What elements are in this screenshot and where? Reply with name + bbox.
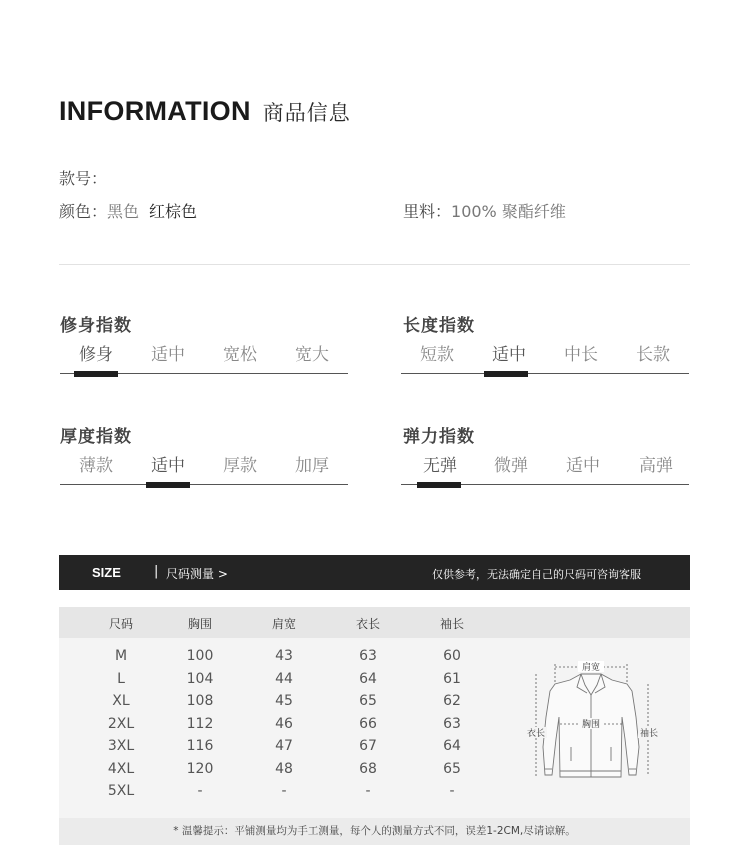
measurement-cell: 45: [275, 693, 293, 709]
lining-row: [403, 199, 566, 222]
size-header-bar: [59, 555, 690, 590]
scale-option: 微弹: [494, 456, 528, 476]
scale-line: [60, 484, 348, 485]
measurement-cell: 47: [275, 738, 293, 754]
scale-title: 厚度指数: [60, 427, 132, 447]
scale-option: 短款: [420, 345, 454, 365]
measurement-cell: 62: [443, 693, 461, 709]
measurement-cell: 64: [359, 670, 377, 687]
scale-thickness: [60, 422, 348, 488]
scale-option: 适中: [492, 345, 526, 365]
scale-elasticity: [401, 422, 689, 488]
measurement-cell: -: [365, 783, 371, 799]
diagram-sleeve-label: 袖长: [639, 729, 659, 739]
measurement-cell: 48: [275, 760, 293, 777]
scale-title: 长度指数: [403, 316, 475, 336]
diagram-shoulder-label: 肩宽: [581, 663, 601, 673]
scale-indicator: [74, 371, 118, 377]
size-measure-link[interactable]: 尺码测量 >: [166, 567, 228, 581]
scale-indicator: [417, 482, 461, 488]
color-row: [59, 199, 197, 222]
size-label: SIZE: [92, 565, 121, 580]
scale-option: 适中: [566, 456, 600, 476]
measurement-cell: 120: [186, 760, 214, 777]
size-cell: XL: [112, 693, 130, 709]
measurement-cell: 108: [186, 693, 214, 709]
measurement-cell: 46: [275, 715, 293, 732]
table-header-cell: 尺码: [108, 617, 133, 631]
divider: [59, 264, 690, 265]
measurement-cell: -: [197, 783, 203, 799]
size-cell: 5XL: [107, 783, 135, 799]
measurement-cell: 65: [359, 693, 377, 709]
scale-option: 加厚: [295, 456, 329, 476]
size-cell: 3XL: [107, 738, 135, 754]
size-cell: M: [114, 648, 128, 664]
measurement-cell: 64: [443, 738, 461, 754]
table-header-cell: 衣长: [355, 617, 380, 631]
section-title: [59, 96, 351, 127]
style-number-row: [59, 166, 107, 189]
scale-indicator: [484, 371, 528, 377]
measurement-cell: 66: [359, 715, 377, 732]
size-note: 仅供参考，无法确定自己的尺码可咨询客服: [432, 568, 641, 581]
style-number-label: 款号：: [59, 169, 108, 188]
measurement-cell: 68: [359, 760, 377, 777]
measurement-tip: * 温馨提示：平铺测量均为手工测量，每个人的测量方式不同，误差1-2CM,尽请谅解。: [59, 818, 690, 845]
measurement-cell: 44: [275, 670, 293, 687]
scale-length: [401, 311, 689, 377]
scale-option: 适中: [151, 456, 185, 476]
scale-option: 长款: [636, 345, 670, 365]
scale-title: 修身指数: [60, 316, 132, 336]
size-cell: 2XL: [107, 715, 135, 732]
lining-label: 里料：: [403, 202, 452, 221]
size-cell: 4XL: [107, 760, 135, 777]
measurement-cell: 61: [443, 670, 461, 687]
scale-option: 无弹: [423, 456, 457, 476]
table-header-cell: 肩宽: [271, 617, 296, 631]
scale-option: 修身: [79, 345, 113, 365]
measurement-cell: 112: [186, 715, 214, 732]
scale-option: 适中: [151, 345, 185, 365]
scale-option: 宽松: [223, 345, 257, 365]
measurement-cell: 60: [443, 648, 461, 664]
scale-fit: [60, 311, 348, 377]
color-option-reddish-brown: 红棕色: [149, 202, 198, 221]
measurement-cell: 116: [186, 738, 214, 754]
table-header-cell: 袖长: [439, 617, 464, 631]
measurement-cell: -: [281, 783, 287, 799]
size-cell: L: [117, 670, 125, 687]
jacket-measurement-diagram: [521, 657, 665, 792]
title-english: INFORMATION: [59, 96, 251, 126]
measurement-cell: 43: [275, 648, 293, 664]
color-label: 颜色：: [59, 202, 108, 221]
scale-option: 高弹: [639, 456, 673, 476]
measurement-cell: 63: [443, 715, 461, 732]
scale-option: 薄款: [79, 456, 113, 476]
lining-value: 100% 聚酯纤维: [451, 202, 566, 221]
scale-line: [401, 373, 689, 374]
measurement-cell: 104: [186, 670, 214, 687]
table-header-cell: 胸围: [187, 617, 212, 631]
diagram-chest-label: 胸围: [581, 720, 601, 730]
scale-indicator: [146, 482, 190, 488]
measurement-cell: 63: [359, 648, 377, 664]
measurement-cell: 100: [186, 648, 214, 664]
measurement-cell: -: [449, 783, 455, 799]
scale-option: 宽大: [295, 345, 329, 365]
scale-option: 中长: [564, 345, 598, 365]
color-option-black: 黑色: [107, 202, 140, 221]
diagram-length-label: 衣长: [526, 729, 546, 739]
scale-title: 弹力指数: [403, 427, 475, 447]
scale-option: 厚款: [223, 456, 257, 476]
title-chinese: 商品信息: [262, 101, 351, 125]
measurement-cell: 67: [359, 738, 377, 754]
measurement-cell: 65: [443, 760, 461, 777]
size-bar-separator: |: [154, 564, 159, 579]
